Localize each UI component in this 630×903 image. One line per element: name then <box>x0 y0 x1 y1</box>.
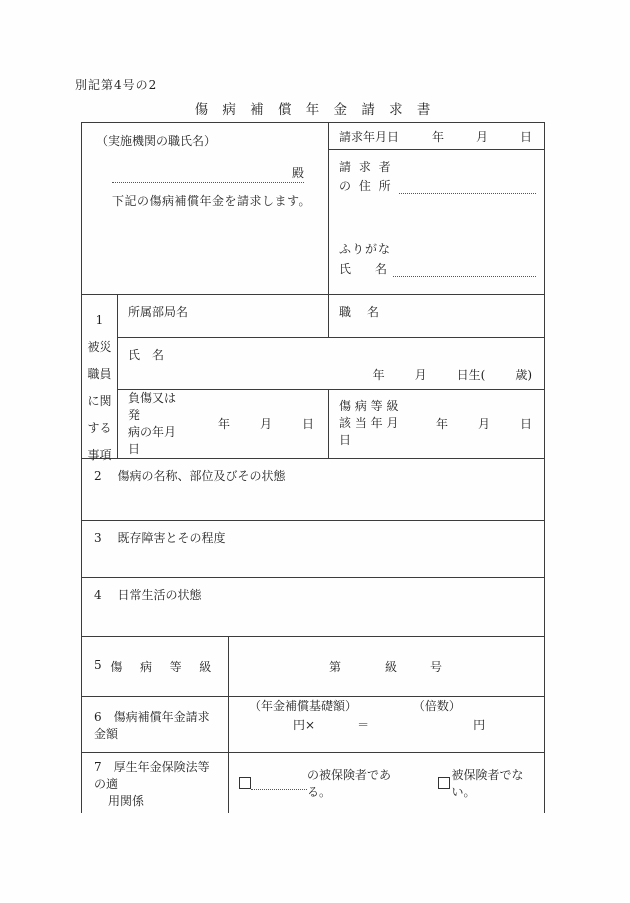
section2-label: 傷病の名称、部位及びその状態 <box>117 468 286 483</box>
claimant-address-block <box>329 150 544 294</box>
claimant-label-line1: 請 求 者 <box>339 160 393 174</box>
section7-label-line2: 用関係 <box>108 793 145 808</box>
section1-row <box>82 295 544 462</box>
claim-date-label: 請求年月日 <box>339 129 400 144</box>
name-input-line[interactable] <box>393 262 536 277</box>
section4-label: 日常生活の状態 <box>117 588 202 603</box>
birth-day-label: 日生( <box>456 367 486 382</box>
grade-date-cell[interactable] <box>329 390 544 458</box>
agency-cell <box>82 123 329 294</box>
yen-label: 円 <box>473 718 486 733</box>
birth-date-line <box>343 366 532 383</box>
amount-headers <box>249 697 544 716</box>
injury-date-label: 負傷又は発 病の年月日 <box>128 390 177 456</box>
amount-formula <box>249 716 544 735</box>
name-birth-row[interactable] <box>118 338 544 390</box>
multiplier-label: （倍数） <box>412 699 461 714</box>
address-input-line[interactable] <box>399 179 536 194</box>
grade-year-label: 年 <box>435 417 448 432</box>
birth-year-label: 年 <box>372 367 385 382</box>
claimant-name-line <box>339 260 536 277</box>
claim-date-month-label: 月 <box>475 129 488 144</box>
injury-grade-dates-row <box>118 390 544 458</box>
header-row <box>82 123 544 295</box>
section7-number: 7 <box>94 759 102 774</box>
section1-number: 1 <box>95 312 104 327</box>
injury-year-label: 年 <box>217 417 230 432</box>
section3-number: 3 <box>94 530 102 545</box>
dept-cell[interactable] <box>118 295 329 337</box>
injury-day-label: 日 <box>301 417 314 432</box>
grade-dai-label: 第 <box>329 660 342 675</box>
section1-label-line: に関 <box>87 393 112 408</box>
section7-value-cell <box>229 753 544 813</box>
section7-label-line1: 厚生年金保険法等の適 <box>94 759 210 791</box>
dept-label: 所属部局名 <box>128 304 189 319</box>
claimant-address-line <box>339 177 536 194</box>
claim-date-day-label: 日 <box>519 129 532 144</box>
grade-day-label: 日 <box>519 417 532 432</box>
section6-label-cell <box>82 697 229 752</box>
injury-date-cell[interactable] <box>118 390 329 458</box>
section5-label-cell <box>82 637 229 696</box>
section7-row <box>82 753 544 813</box>
form-title: 傷 病 補 償 年 金 請 求 書 <box>194 102 436 118</box>
grade-date-ymd <box>406 415 532 432</box>
insurer-name-input-line[interactable] <box>251 776 307 790</box>
name-label: 氏 名 <box>339 262 388 276</box>
section6-value-cell[interactable] <box>229 697 544 752</box>
section6-label: 傷病補償年金請求金額 <box>94 709 210 741</box>
section5-label-char: 級 <box>199 660 212 675</box>
section5-row <box>82 637 544 697</box>
section2-number: 2 <box>94 468 102 483</box>
section1-vertical-label <box>82 295 118 462</box>
section3-row[interactable] <box>82 521 544 579</box>
grade-kyu-label: 級 <box>385 660 398 675</box>
section5-value-cell[interactable] <box>229 637 544 696</box>
dept-position-row <box>118 295 544 338</box>
claim-date-row <box>329 123 544 150</box>
section1-label-line: 被災 <box>87 339 112 354</box>
section1-label-line: 職員 <box>87 366 112 381</box>
not-insured-option <box>438 766 544 800</box>
furigana-label: ふりがな <box>339 242 392 256</box>
section5-number: 5 <box>94 658 102 673</box>
not-insured-checkbox-icon[interactable] <box>438 777 450 789</box>
section3-label: 既存障害とその程度 <box>117 530 226 545</box>
employee-name-label: 氏 名 <box>128 347 165 362</box>
section7-label-cell <box>82 753 229 813</box>
form-table <box>81 122 545 813</box>
grade-go-label: 号 <box>430 660 443 675</box>
section1-body <box>118 295 544 458</box>
section4-row[interactable] <box>82 578 544 637</box>
request-statement: 下記の傷病補償年金を請求します。 <box>112 194 312 208</box>
section5-label-char: 等 <box>169 660 182 675</box>
claim-date-year-label: 年 <box>431 129 444 144</box>
equals-label: ＝ <box>357 718 370 733</box>
section1-label-line: する <box>87 420 112 435</box>
not-insured-option-label: 被保険者でない。 <box>451 768 524 800</box>
claimant-label-line2: の 住 所 <box>339 179 393 193</box>
section1-label-line: 事項 <box>87 447 112 462</box>
grade-month-label: 月 <box>477 417 490 432</box>
section6-row <box>82 697 544 753</box>
section2-row[interactable] <box>82 459 544 521</box>
dono-label: 殿 <box>291 166 304 180</box>
agency-name-field[interactable] <box>112 164 304 183</box>
insured-checkbox-icon[interactable] <box>239 777 251 789</box>
section4-number: 4 <box>94 588 102 603</box>
injury-date-ymd <box>188 415 314 432</box>
position-cell[interactable] <box>329 295 544 337</box>
claimant-cell <box>329 123 544 294</box>
insured-option-label: の被保険者である。 <box>307 768 392 800</box>
section5-label-char: 傷 <box>110 660 123 675</box>
injury-month-label: 月 <box>259 417 272 432</box>
base-amount-label: （年金補償基礎額） <box>249 699 358 714</box>
section6-number: 6 <box>94 709 102 724</box>
form-number-note: 別記第4号の2 <box>75 78 158 92</box>
agency-label: （実施機関の職氏名） <box>96 134 217 148</box>
position-label: 職 名 <box>339 304 382 319</box>
birth-age-label: 歳) <box>515 367 532 382</box>
yen-times-label: 円× <box>293 718 316 733</box>
grade-date-label: 傷 病 等 級 該 当 年 月 日 <box>339 399 399 448</box>
section5-label-char: 病 <box>140 660 153 675</box>
birth-month-label: 月 <box>414 367 427 382</box>
